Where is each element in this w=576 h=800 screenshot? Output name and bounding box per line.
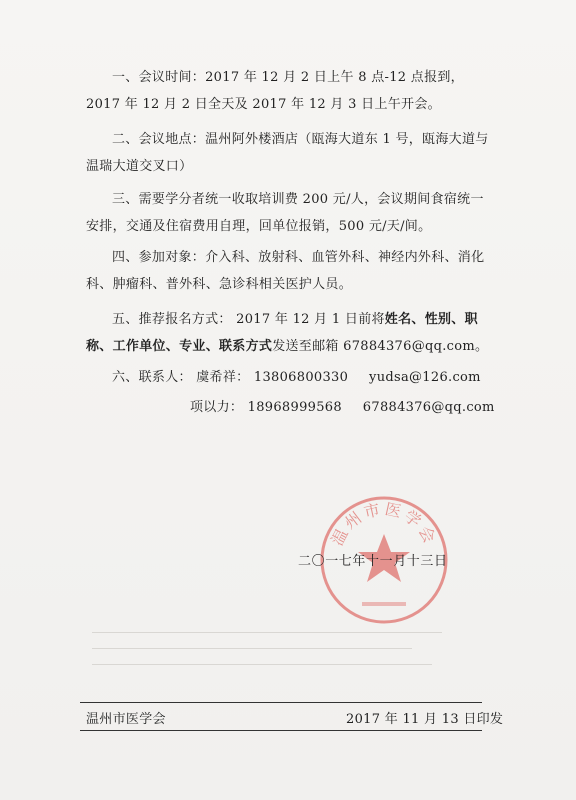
seal-text: 温州市医学会 — [327, 499, 441, 549]
contact-2-phone: 18968999568 — [247, 400, 342, 415]
footer-bottom-rule — [80, 730, 482, 731]
section-registration — [86, 306, 496, 360]
section-5-label: 五、推荐报名方式： — [112, 312, 232, 327]
section-2-label: 二、会议地点： — [112, 132, 206, 147]
section-meeting-time — [86, 64, 496, 118]
contact-1-email: yudsa@126.com — [369, 370, 481, 385]
footer-issuer: 温州市医学会 — [86, 712, 166, 727]
section-5-required-fields: 姓名、性别、职称、工作单位、专业、联系方式 — [86, 312, 478, 354]
bleed-through-line — [92, 664, 432, 665]
section-2-text: 温州阿外楼酒店（瓯海大道东 1 号，瓯海大道与温瑞大道交叉口） — [86, 132, 489, 174]
contact-row-1 — [112, 368, 481, 388]
section-3-text: 需要学分者统一收取培训费 200 元/人，会议期间食宿统一安排，交通及住宿费用自理，回单位报销，500 元/天/间。 — [86, 192, 484, 234]
section-fees — [86, 186, 496, 240]
section-5-post: 发送至邮箱 67884376@qq.com。 — [272, 339, 489, 354]
contact-1-phone: 13806800330 — [253, 370, 349, 385]
contact-2-name: 项以力： — [190, 400, 244, 415]
section-4-label: 四、参加对象： — [112, 250, 206, 265]
contact-2-email: 67884376@qq.com — [362, 400, 495, 415]
section-participants — [86, 244, 496, 298]
bleed-through-line — [92, 648, 412, 649]
section-meeting-location — [86, 126, 496, 180]
footer-issue-date: 2017 年 11 月 13 日印发 — [346, 712, 504, 727]
contacts-label: 六、联系人： — [112, 370, 192, 385]
bleed-through-line — [92, 632, 442, 633]
contact-row-2 — [190, 398, 495, 418]
contact-1-name: 虞希祥： — [196, 370, 250, 385]
section-3-label: 三、 — [112, 192, 139, 207]
section-1-label: 一、会议时间： — [112, 70, 206, 85]
section-1-text: 2017 年 12 月 2 日上午 8 点-12 点报到，2017 年 12 月 2 日全天及 2017 年 12 月 3 日上午开会。 — [86, 70, 464, 112]
section-4-text: 介入科、放射科、血管外科、神经内外科、消化科、肿瘤科、普外科、急诊科相关医护人员。 — [86, 250, 485, 292]
section-5-pre: 2017 年 12 月 1 日前将 — [231, 312, 385, 327]
footer-top-rule — [80, 702, 482, 703]
signature-date: 二〇一七年十一月十三日 — [298, 554, 448, 569]
